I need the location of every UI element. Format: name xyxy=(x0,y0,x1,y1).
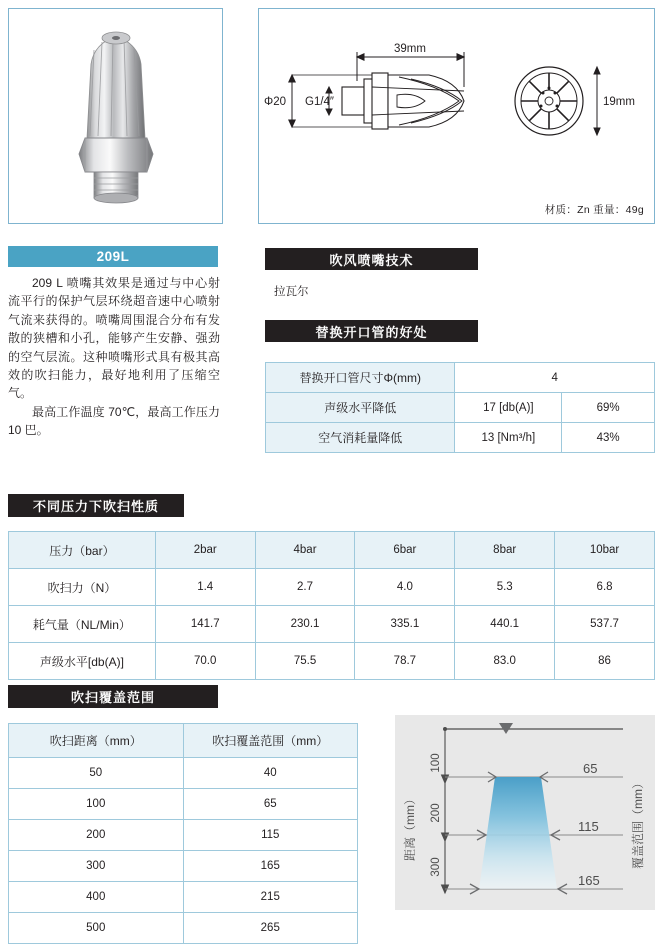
coverage-range: 115 xyxy=(183,820,358,851)
dimension-drawing xyxy=(259,9,654,199)
coverage-distance: 400 xyxy=(9,882,184,913)
section-header-coverage: 吹扫覆盖范围 xyxy=(8,685,218,708)
pressure-cell: 141.7 xyxy=(155,606,255,643)
table-row xyxy=(9,789,358,820)
description-paragraph-2: 最高工作温度 70℃，最高工作压力 10 巴。 xyxy=(8,404,220,438)
coverage-range: 40 xyxy=(183,758,358,789)
coverage-range: 215 xyxy=(183,882,358,913)
technical-drawing-panel xyxy=(258,8,655,224)
pressure-row-label: 耗气量（NL/Min） xyxy=(9,606,156,643)
material-weight-note: 材质：Zn 重量：49g xyxy=(544,204,644,216)
pressure-column-header: 2bar xyxy=(155,532,255,569)
coverage-table xyxy=(8,723,358,944)
pressure-cell: 2.7 xyxy=(255,569,355,606)
pressure-cell: 75.5 xyxy=(255,643,355,680)
dim-face-height-label: 19mm xyxy=(603,96,635,108)
dim-thread-label: G1/4″ xyxy=(305,96,335,108)
product-code-band: 209L xyxy=(8,246,218,267)
product-description xyxy=(8,274,220,440)
pressure-column-header: 6bar xyxy=(355,532,455,569)
benefit-row-percent: 69% xyxy=(562,393,655,423)
width-label-65: 65 xyxy=(583,761,598,776)
spray-cone-shape xyxy=(479,777,557,889)
coverage-distance: 300 xyxy=(9,851,184,882)
coverage-distance: 50 xyxy=(9,758,184,789)
coverage-column-header-distance: 吹扫距离（mm） xyxy=(9,724,184,758)
pressure-row-label: 声级水平[db(A)] xyxy=(9,643,156,680)
benefit-row-value: 13 [Nm³/h] xyxy=(455,423,562,453)
pressure-cell: 5.3 xyxy=(455,569,555,606)
pressure-cell: 86 xyxy=(555,643,655,680)
distance-tick-100: 100 xyxy=(430,753,442,773)
table-row xyxy=(9,851,358,882)
table-row xyxy=(9,606,655,643)
table-row xyxy=(266,423,655,453)
table-row xyxy=(9,569,655,606)
pressure-cell: 335.1 xyxy=(355,606,455,643)
coverage-column-header-range: 吹扫覆盖范围（mm） xyxy=(183,724,358,758)
pressure-column-header: 10bar xyxy=(555,532,655,569)
width-label-115: 115 xyxy=(578,819,599,834)
spray-coverage-diagram xyxy=(395,715,655,910)
section-header-benefit: 替换开口管的好处 xyxy=(265,320,478,342)
pressure-row-label: 吹扫力（N） xyxy=(9,569,156,606)
distance-tick-200: 200 xyxy=(430,803,442,823)
pressure-column-header: 8bar xyxy=(455,532,555,569)
table-row xyxy=(9,820,358,851)
coverage-range: 265 xyxy=(183,913,358,944)
coverage-range: 165 xyxy=(183,851,358,882)
pressure-performance-table xyxy=(8,531,655,680)
table-row xyxy=(266,363,655,393)
pressure-cell: 440.1 xyxy=(455,606,555,643)
table-row xyxy=(9,643,655,680)
spray-cone-chart xyxy=(395,715,655,910)
benefit-table xyxy=(265,362,655,453)
benefit-row-value: 4 xyxy=(455,363,655,393)
width-label-165: 165 xyxy=(578,873,600,888)
coverage-axis-title: 覆盖范围（mm） xyxy=(631,777,645,869)
pressure-column-header: 4bar xyxy=(255,532,355,569)
coverage-distance: 100 xyxy=(9,789,184,820)
benefit-row-value: 17 [db(A)] xyxy=(455,393,562,423)
pressure-cell: 83.0 xyxy=(455,643,555,680)
coverage-range: 65 xyxy=(183,789,358,820)
table-row xyxy=(266,393,655,423)
dim-length-label: 39mm xyxy=(394,43,426,55)
table-header-row xyxy=(9,724,358,758)
coverage-distance: 200 xyxy=(9,820,184,851)
pressure-cell: 70.0 xyxy=(155,643,255,680)
section-header-tech: 吹风喷嘴技术 xyxy=(265,248,478,270)
dim-diameter-label: Φ20 xyxy=(264,96,286,108)
table-row xyxy=(9,882,358,913)
description-paragraph-1: 209 L 喷嘴其效果是通过与中心射流平行的保护气层环绕超音速中心喷射气流来获得的。喷嘴周围混合分布有发散的狭槽和小孔，能够产生安静、强劲的空气层流。这种喷嘴形式具有极其高效的吹扫能力，最好地利用了压缩空气。 xyxy=(8,276,220,401)
pressure-header-label: 压力（bar） xyxy=(9,532,156,569)
benefit-row-percent: 43% xyxy=(562,423,655,453)
pressure-cell: 78.7 xyxy=(355,643,455,680)
section-header-pressure: 不同压力下吹扫性质 xyxy=(8,494,184,517)
nozzle-illustration xyxy=(61,26,171,206)
benefit-row-label: 声级水平降低 xyxy=(266,393,455,423)
benefit-row-label: 空气消耗量降低 xyxy=(266,423,455,453)
table-row xyxy=(9,913,358,944)
coverage-distance: 500 xyxy=(9,913,184,944)
benefit-row-label: 替换开口管尺寸Φ(mm) xyxy=(266,363,455,393)
pressure-cell: 537.7 xyxy=(555,606,655,643)
table-row xyxy=(9,758,358,789)
pressure-cell: 4.0 xyxy=(355,569,455,606)
pressure-cell: 230.1 xyxy=(255,606,355,643)
tech-value-laval: 拉瓦尔 xyxy=(274,286,309,298)
table-header-row xyxy=(9,532,655,569)
product-photo-panel xyxy=(8,8,223,224)
nozzle-photo xyxy=(9,9,222,223)
distance-axis-title: 距离（mm） xyxy=(403,793,417,861)
distance-tick-300: 300 xyxy=(430,857,442,877)
pressure-cell: 1.4 xyxy=(155,569,255,606)
pressure-cell: 6.8 xyxy=(555,569,655,606)
